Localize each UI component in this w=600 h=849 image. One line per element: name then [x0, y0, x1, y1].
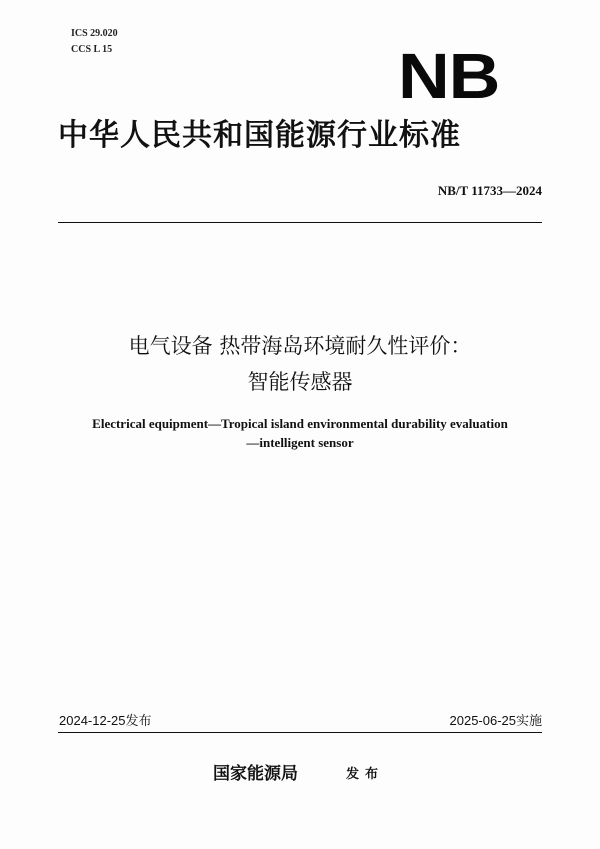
- issuing-standard-category-title: 中华人民共和国能源行业标准: [58, 118, 461, 153]
- publisher-name: 国家能源局: [213, 764, 298, 784]
- ccs-code: CCS L 15: [71, 44, 113, 55]
- english-title-line-2: —intelligent sensor: [246, 435, 354, 450]
- chinese-title-line-1: 电气设备 热带海岛环境耐久性评价：: [128, 334, 472, 358]
- top-divider: [58, 222, 542, 223]
- chinese-title-line-2: 智能传感器: [247, 370, 353, 394]
- english-title-line-1: Electrical equipment—Tropical island environmental durability evaluation: [92, 416, 508, 431]
- nb-logo: NB: [398, 40, 500, 112]
- ics-code: ICS 29.020: [71, 28, 118, 39]
- publish-label: 发布: [346, 767, 385, 782]
- implementation-date: 2025-06-25实施: [449, 713, 542, 728]
- bottom-divider: [58, 732, 542, 733]
- standard-number: NB/T 11733—2024: [437, 183, 542, 198]
- issue-date: 2024-12-25发布: [59, 713, 152, 728]
